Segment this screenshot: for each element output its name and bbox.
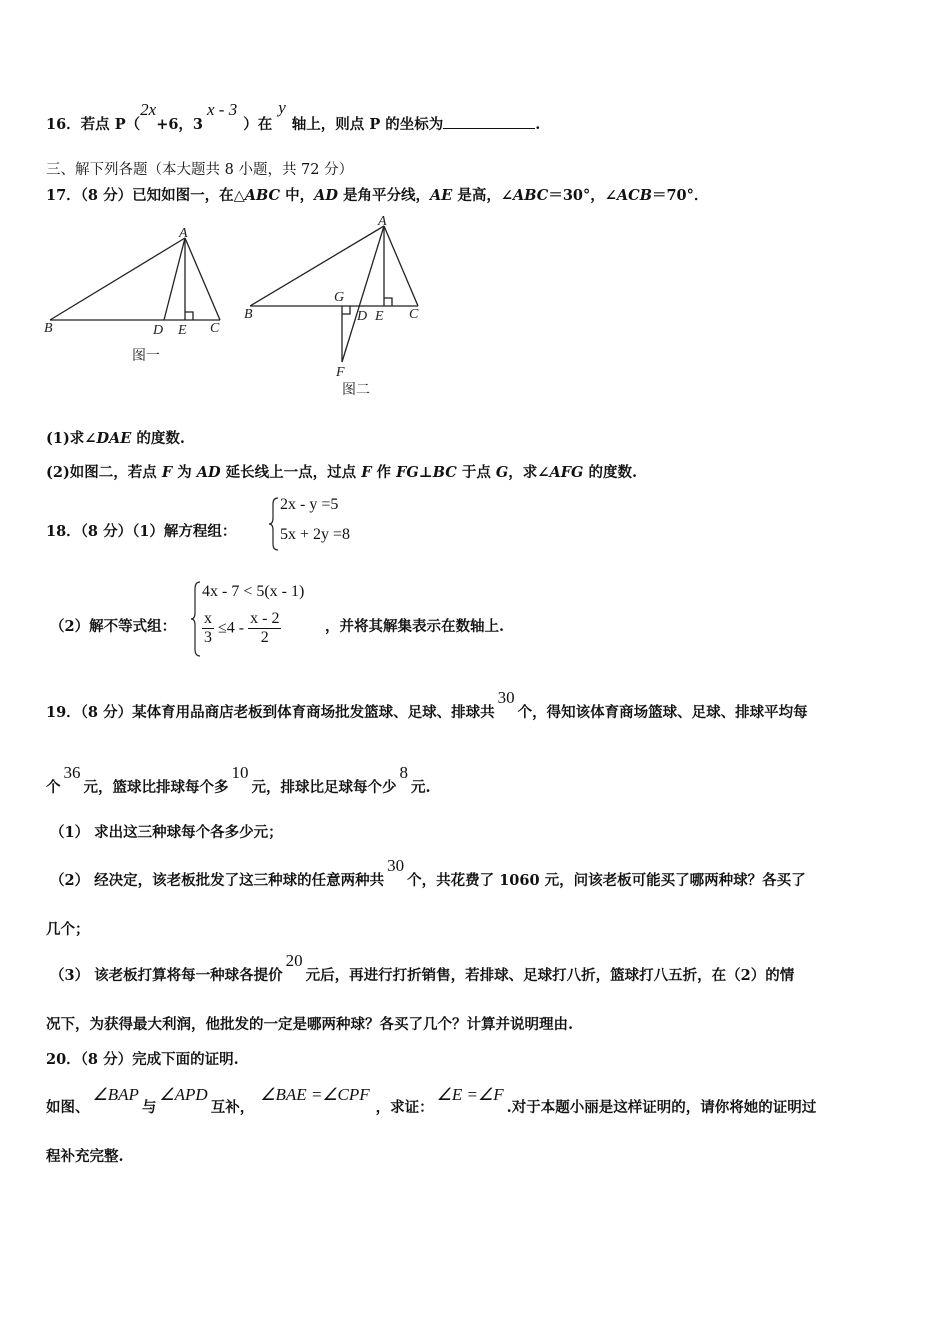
segment-ab [250, 226, 384, 306]
label-e: E [178, 323, 187, 338]
figure-two-caption: 图二 [342, 382, 370, 398]
segment-ab [50, 238, 185, 320]
q18-ineq2: $\frac{x}{3}$ ≤4 - $\frac{x - 2}{2}$ [204, 610, 280, 646]
fraction-x-minus-2-over-2: $\frac{x - 2}{2}$ [250, 610, 280, 646]
segment-ad [164, 238, 185, 320]
label-c: C [409, 307, 419, 322]
label-a: A [378, 214, 387, 229]
label-c: C [210, 321, 220, 336]
q18-eq2: 5x + 2y =8 [280, 526, 351, 543]
right-angle-mark [185, 312, 193, 320]
label-b: B [44, 321, 53, 336]
q17-part1: (1)求∠DAE 的度数. [46, 430, 185, 447]
segment-ac [185, 238, 220, 320]
q18-brace-2 [190, 580, 202, 658]
right-angle-mark-e [384, 298, 392, 306]
label-f: F [336, 365, 345, 380]
figure-two [236, 214, 446, 399]
right-angle-mark-g [342, 306, 350, 314]
label-d: D [153, 323, 164, 338]
label-b: B [244, 307, 253, 322]
q17-part2: (2)如图二，若点 F 为 AD 延长线上一点，过点 F 作 FG⊥BC 于点 G，求∠AFG 的度数. [46, 464, 637, 481]
q20-line1: 如图、∠BAP与∠APD互补，∠BAE =∠CPF，求证：∠E =∠F.对于本题小丽是这样证明的，请你将她的证明过 [46, 1085, 817, 1116]
segment-af [342, 226, 384, 362]
q16-answer-blank[interactable] [443, 114, 535, 129]
q19-part3: （3） 该老板打算将每一种球各提价20元后，再进行打折销售，若排球、足球打八折，篮球打八五折，在（2）的情 [50, 951, 795, 984]
segment-ac [384, 226, 418, 306]
label-a: A [179, 226, 188, 241]
q18-label: 18．（8 分）（1）解方程组： [46, 523, 237, 540]
q19-part2: （2） 经决定，该老板批发了这三种球的任意两种共30个，共花费了 1060 元，问该老板可能买了哪两种球？各买了 [50, 856, 806, 889]
label-e: E [375, 309, 384, 324]
q18-part2-label: （2）解不等式组： [50, 618, 177, 635]
q18-brace-1 [268, 496, 280, 552]
q17-stem: 17．（8 分）已知如图一，在△ABC 中，AD 是角平分线，AE 是高，∠ABC＝30°，∠ACB＝70°． [46, 187, 709, 204]
q19-part3-cont: 况下，为获得最大利润，他批发的一定是哪两种球？各买了几个？计算并说明理由. [46, 1016, 574, 1033]
figure-one-caption: 图一 [132, 348, 160, 364]
q19-part2-cont: 几个； [46, 921, 90, 938]
label-d: D [357, 309, 368, 324]
q20-title: 20．（8 分）完成下面的证明. [46, 1051, 239, 1068]
q19-line1: 19．（8 分）某体育用品商店老板到体育商场批发篮球、足球、排球共30个，得知该体育商场篮球、足球、排球平均每 [46, 688, 808, 721]
section-three-heading: 三、解下列各题（本大题共 8 小题，共 72 分） [46, 162, 354, 178]
q20-line2: 程补充完整. [46, 1148, 124, 1165]
q18-tail: ，并将其解集表示在数轴上. [325, 618, 505, 635]
q16-line: 16．若点 P（2x+6，3x - 3）在y轴上，则点 P 的坐标为 . [46, 98, 541, 133]
q19-line2: 个36元，篮球比排球每个多10元，排球比足球每个少8元. [46, 763, 431, 796]
figure-one [40, 222, 240, 372]
q19-part1: （1） 求出这三种球每个各多少元； [50, 824, 283, 841]
q18-eq1: 2x - y =5 [280, 496, 339, 513]
fraction-x-over-3: $\frac{x}{3}$ [204, 610, 212, 646]
label-g: G [334, 290, 345, 305]
q18-ineq1: 4x - 7 < 5(x - 1) [202, 583, 305, 600]
